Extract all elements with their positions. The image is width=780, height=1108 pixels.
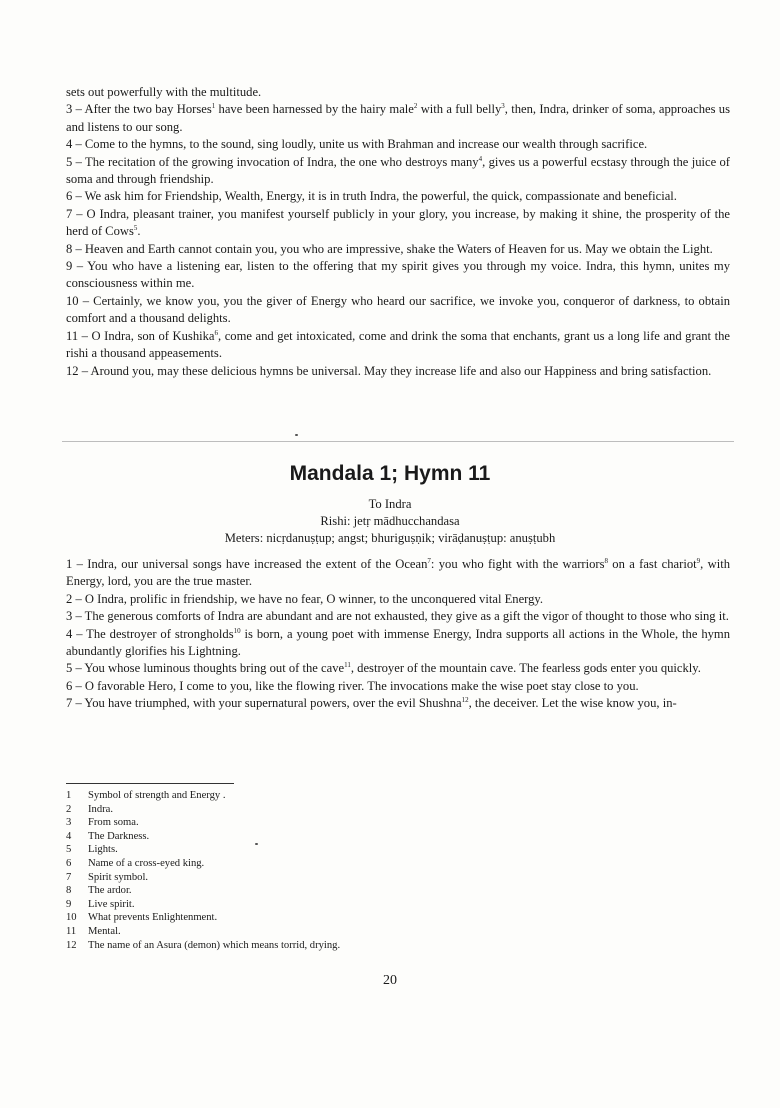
footnote-number: 1 bbox=[66, 790, 72, 801]
verse: 10 – Certainly, we know you, you the giver of Energy who heard our sacrifice, we invoke you, conqueror of darkness, to obtain comfort and a thousand delights. bbox=[66, 293, 730, 326]
footnote-text: Mental. bbox=[88, 925, 121, 937]
footnote-text: The Darkness. bbox=[88, 830, 150, 842]
footnote-text: The ardor. bbox=[88, 885, 132, 897]
footnote-number: 3 bbox=[66, 817, 72, 829]
page-number: 20 bbox=[383, 973, 397, 988]
footnote bbox=[66, 843, 340, 857]
footnote-number: 12 bbox=[66, 939, 77, 951]
footnote-number: 5 bbox=[66, 844, 72, 856]
footnote bbox=[66, 789, 340, 803]
hymn-dedication: To Indra bbox=[368, 497, 412, 511]
footnote bbox=[66, 939, 340, 953]
verse: 1 – Indra, our universal songs have increased the extent of the Ocean$^7$: you who fight with the warriors$^8$ on a fast chariot$^9$, with Energy, lord, you are the true master. bbox=[66, 557, 730, 589]
hymn-meters: Meters: nicṛdanuṣṭup; angst; bhuriguṣṇik; virāḍanuṣṭup: anuṣṭubh bbox=[224, 531, 556, 545]
footnote-number: 7 bbox=[66, 871, 72, 883]
section-divider bbox=[62, 441, 734, 442]
verse: 11 – O Indra, son of Kushika$^6$, come and get intoxicated, come and drink the soma that enchants, grant us a long life and grant the rishi a thousand appeasements. bbox=[66, 328, 730, 361]
footnote-text: What prevents Enlightenment. bbox=[88, 912, 218, 924]
footnote-number: 6 bbox=[66, 857, 72, 869]
verse: 12 – Around you, may these delicious hymns be universal. May they increase life and also our Happiness and bring satisfaction. bbox=[66, 363, 712, 378]
verse: 5 – You whose luminous thoughts bring out of the cave$^{11}$, destroyer of the mountain cave. The fearless gods enter you quickly. bbox=[66, 661, 701, 676]
footnote-text: The name of an Asura (demon) which means torrid, drying. bbox=[88, 939, 341, 951]
footnote-text: From soma. bbox=[88, 817, 139, 829]
verses-top-section bbox=[66, 84, 730, 380]
footnote-text: Lights. bbox=[88, 844, 118, 856]
verse: sets out powerfully with the multitude. bbox=[66, 85, 262, 99]
footnote-number: 4 bbox=[66, 830, 72, 842]
footnote-text: Live spirit. bbox=[88, 898, 135, 910]
verse: 6 – We ask him for Friendship, Wealth, Energy, it is in truth Indra, the powerful, the quick, compassionate and beneficial. bbox=[66, 189, 677, 204]
footnote-number: 11 bbox=[66, 925, 77, 937]
verse: 2 – O Indra, prolific in friendship, we have no fear, O winner, to the unconquered vital Energy. bbox=[66, 591, 544, 606]
hymn-title: Mandala 1; Hymn 11 bbox=[289, 462, 491, 485]
footnote bbox=[66, 803, 340, 817]
footnote bbox=[66, 925, 340, 939]
footnote-rule bbox=[66, 783, 234, 784]
verse: 3 – After the two bay Horses$^1$ have been harnessed by the hairy male$^2$ with a full belly$^3$, then, Indra, drinker of soma, approaches us and listens to our song. bbox=[66, 102, 730, 134]
verse: 7 – You have triumphed, with your supernatural powers, over the evil Shushna$^{12}$, the deceiver. Let the wise know you, in- bbox=[66, 696, 677, 711]
verse: 5 – The recitation of the growing invocation of Indra, the one who destroys many$^4$, gives us a powerful ecstasy through the juice of soma and through friendship. bbox=[66, 154, 730, 187]
hymn-rishi: Rishi: jetṛ mādhucchandasa bbox=[320, 514, 460, 528]
footnote bbox=[66, 830, 340, 844]
print-speck bbox=[255, 843, 258, 845]
footnotes-list bbox=[66, 789, 340, 952]
footnote bbox=[66, 871, 340, 885]
verse: 9 – You who have a listening ear, listen to the offering that my spirit gives you through my voice. Indra, this hymn, unites my consciousness within me. bbox=[66, 259, 730, 291]
footnote-number: 2 bbox=[66, 803, 72, 815]
verse: 6 – O favorable Hero, I come to you, like the flowing river. The invocations make the wise poet stay close to you. bbox=[66, 678, 639, 693]
footnote-text: Name of a cross-eyed king. bbox=[88, 857, 205, 869]
verse: 7 – O Indra, pleasant trainer, you manifest yourself publicly in your glory, you increase, by making it shine, the prosperity of the herd of Cows$^5$. bbox=[66, 206, 730, 239]
footnote bbox=[66, 857, 340, 871]
footnote bbox=[66, 911, 340, 925]
footnote-text: Spirit symbol. bbox=[88, 871, 149, 883]
footnote bbox=[66, 884, 340, 898]
footnote-number: 8 bbox=[66, 885, 72, 897]
verse: 8 – Heaven and Earth cannot contain you, you who are impressive, shake the Waters of Heaven for us. May we obtain the Light. bbox=[66, 241, 713, 256]
print-speck bbox=[295, 434, 298, 436]
footnote bbox=[66, 816, 340, 830]
verse: 3 – The generous comforts of Indra are abundant and are not exhausted, they give as a gift the vigor of thought to those who sing it. bbox=[66, 609, 729, 624]
footnote-number: 10 bbox=[66, 912, 77, 924]
verse: 4 – Come to the hymns, to the sound, sing loudly, unite us with Brahman and increase our wealth through sacrifice. bbox=[66, 137, 648, 152]
footnote bbox=[66, 898, 340, 912]
footnote-number: 9 bbox=[66, 898, 72, 910]
footnote-text: Indra. bbox=[88, 803, 113, 815]
verse: 4 – The destroyer of strongholds$^{10}$ is born, a young poet with immense Energy, Indra supports all actions in the Whole, the hymn abundantly glorifies his Lightning. bbox=[66, 626, 730, 659]
verses-bottom-section bbox=[66, 556, 730, 713]
footnote-text: Symbol of strength and Energy . bbox=[88, 790, 226, 801]
